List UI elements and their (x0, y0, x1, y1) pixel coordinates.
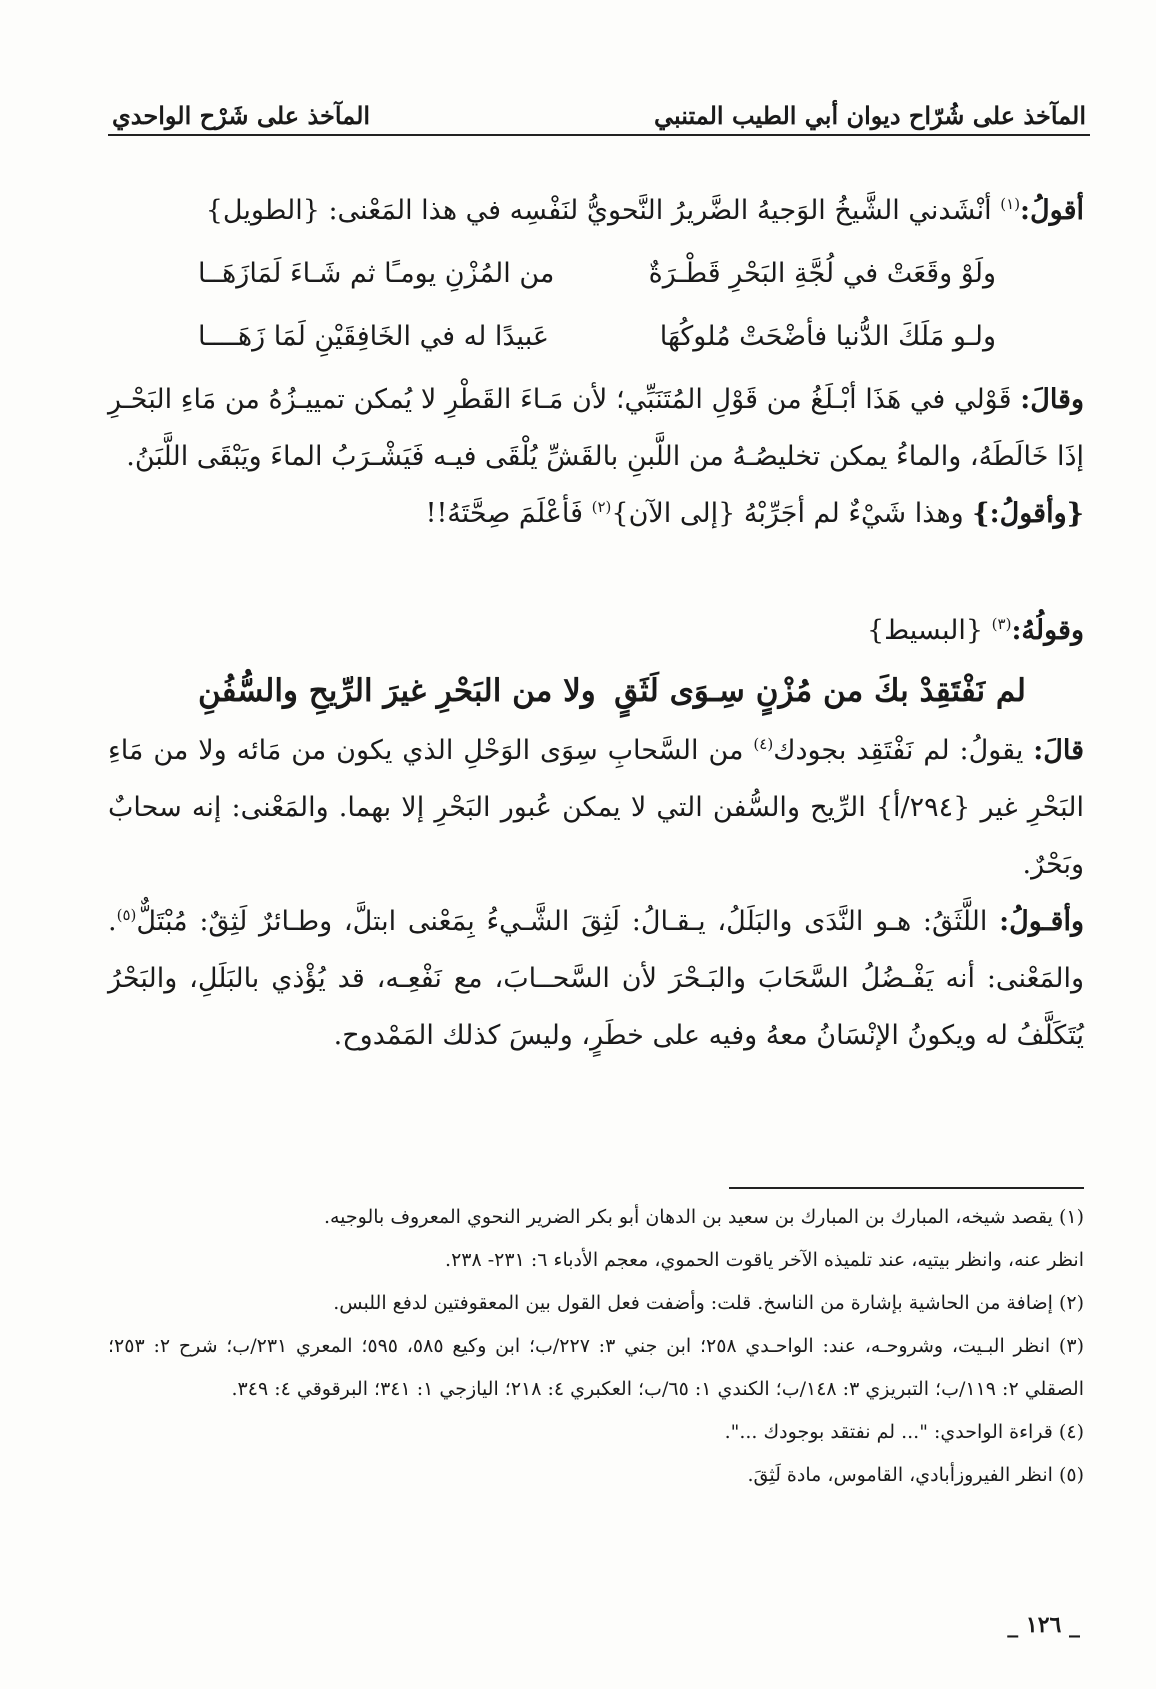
quoted-verse (198, 663, 1026, 720)
verse-hemistich-first: ولـو مَلَكَ الدُّنيا فأضْحَتْ مُلوكُهَا (659, 321, 996, 352)
speaker-label: وأقولُ: (989, 498, 1067, 529)
verse-hemistich-second: ولا من البَحْرِ غيرَ الرِّيحِ والسُّفُنِ (198, 673, 596, 709)
header-section-title: المآخذ على شَرْح الواحدي (112, 101, 371, 130)
paragraph-text: يقولُ: لم نَفْتَقِد بجودك (773, 735, 1024, 766)
paragraph-text-continued: من السَّحابِ سِوَى الوَحْلِ الذي يكون من مَائه ولا من مَاءِ البَحْرِ غير {٢٩٤/أ} الرِّيح والسُّفن التي لا يمكن عُبور البَحْرِ إلا بهما. والمَعْنى: إنه سحابٌ وبَحْرٌ. (108, 735, 1084, 880)
footnote-marker-5: (٥) (116, 906, 137, 924)
header-divider (108, 134, 1090, 136)
paragraph-qala-2 (108, 722, 1084, 893)
paragraph-wa-aqulu-1: {وأقولُ:} وهذا شَيْءٌ لم أجَرِّبْهُ {إلى الآن}$^{(٢)}$ فَأعْلَمَ صِحَّتَهُ!! (425, 498, 1084, 529)
paragraph-wa-aqulu-2 (108, 893, 1084, 1064)
paragraph-anshadani (108, 182, 1084, 239)
footnote-2: (٢) إضافة من الحاشية بإشارة من الناسخ. قلت: وأضفت فعل القول بين المعقوفتين لدفع اللبس. (333, 1292, 1084, 1314)
speaker-label: أقولُ: (1020, 195, 1084, 226)
paragraph-text-end: فَأعْلَمَ صِحَّتَهُ!! (425, 498, 584, 529)
footnote-marker-3: (٣) (991, 615, 1012, 633)
paragraph-text: اللَّثَقُ: هـو النَّدَى والبَلَلُ، يـقـالُ: لَثِقَ الشَّـيءُ بِمَعْنى ابتلَّ، وطـائرٌ لَثِقٌ: مُبْتَلٌّ (136, 906, 988, 937)
footnotes (108, 1196, 1084, 1497)
paragraph-text-continued: . والمَعْنى: أنه يَفْـضُلُ السَّحَابَ والبَـحْرَ لأن السَّحــابَ، مع نَفْعِـه، قد يُؤْذي بالبَلَلِ، والبَحْرُ يُتَكَلَّفُ له ويكونُ الإنْسَانُ معهُ وفيه على خطَرٍ، وليسَ كذلك المَمْدوح. (108, 906, 1084, 1051)
footnote-divider (729, 1187, 1084, 1189)
footnote-marker-1: (١) (1000, 195, 1021, 213)
verse-line-1 (198, 245, 996, 302)
verse-hemistich-first: لم نَفْتَقِدْ بكَ من مُزْنٍ سِـوَى لَثَقٍ (614, 673, 1026, 709)
footnote-marker-4: (٤) (753, 735, 774, 753)
paragraph-text: وهذا شَيْءٌ لم أجَرِّبْهُ {إلى الآن} (611, 498, 964, 529)
speaker-label: قالَ: (1033, 735, 1084, 766)
page-number: _ ١٢٦ _ (1007, 1612, 1080, 1638)
footnote-marker-2: (٢) (591, 498, 612, 516)
speaker-label: وقولُهُ: (1011, 615, 1084, 646)
main-text (108, 182, 1084, 1064)
footnote-5: (٥) انظر الفيروزأبادي، القاموس، مادة لَثِقَ. (747, 1464, 1084, 1486)
footnote-4: (٤) قراءة الواحدي: "... لم نفتقد بوجودك ...". (724, 1421, 1084, 1443)
speaker-label: وقالَ: (1020, 384, 1084, 415)
paragraph-qala-1 (108, 371, 1084, 485)
header-book-title: المآخذ على شُرّاح ديوان أبي الطيب المتنبي (654, 101, 1086, 130)
paragraph-text: أنْشَدني الشَّيخُ الوَجيهُ الضَّريرُ النَّحويُّ لنَفْسِه في هذا المَعْنى: {الطويل} (205, 195, 992, 226)
paragraph-qawluhu (108, 602, 1084, 659)
speaker-label: وأقـولُ: (999, 906, 1084, 937)
footnote-3: (٣) انظر البـيت، وشروحـه، عند: الواحـدي ٢٥٨؛ ابن جني ٣: ٢٢٧/ب؛ ابن وكيع ٥٨٥، ٥٩٥؛ المعري ٢٣١/ب؛ شرح ٢: ٢٥٣؛ الصقلي ٢: ١١٩/ب؛ التبريزي ٣: ١٤٨/ب؛ الكندي ١: ٦٥/ب؛ العكبري ٤: ٢١٨؛ اليازجي ١: ٣٤١؛ البرقوقي ٤: ٣٤٩. (108, 1335, 1084, 1400)
verse-hemistich-second: من المُزْنِ يومـًا ثم شَـاءَ لَمَازَهَــا (198, 258, 555, 289)
footnote-1: (١) يقصد شيخه، المبارك بن المبارك بن سعيد بن الدهان أبو بكر الضرير النحوي المعروف بالوجيه. (323, 1206, 1084, 1228)
verse-hemistich-first: ولَوْ وقَعَتْ في لُجَّةِ البَحْرِ قَطْـرَةٌ (648, 258, 996, 289)
running-header (112, 92, 1086, 130)
footnote-1-continued: انظر عنه، وانظر بيتيه، عند تلميذه الآخر ياقوت الحموي، معجم الأدباء ٦: ٢٣١- ٢٣٨. (445, 1249, 1084, 1271)
bracket-open: { (1066, 498, 1084, 529)
paragraph-text: قَوْلي في هَذَا أبْـلَغُ من قَوْلِ المُتَنَبِّي؛ لأن مَـاءَ القَطْرِ لا يُمكن تمييـزُهُ من مَاءِ البَحْـرِ إذَا خَالَطَهُ، والماءُ يمكن تخليصُـهُ من اللَّبنِ بالقَشِّ يُلْقَى فيـه فَيَشْـرَبُ الماءَ ويَبْقَى اللَّبَنُ. (108, 384, 1084, 472)
verse-line-2 (198, 308, 996, 365)
verse-hemistich-second: عَبيدًا له في الخَافِقَيْنِ لَمَا زَهَــــا (198, 321, 549, 352)
meter-name: {البسيط} (866, 615, 984, 646)
